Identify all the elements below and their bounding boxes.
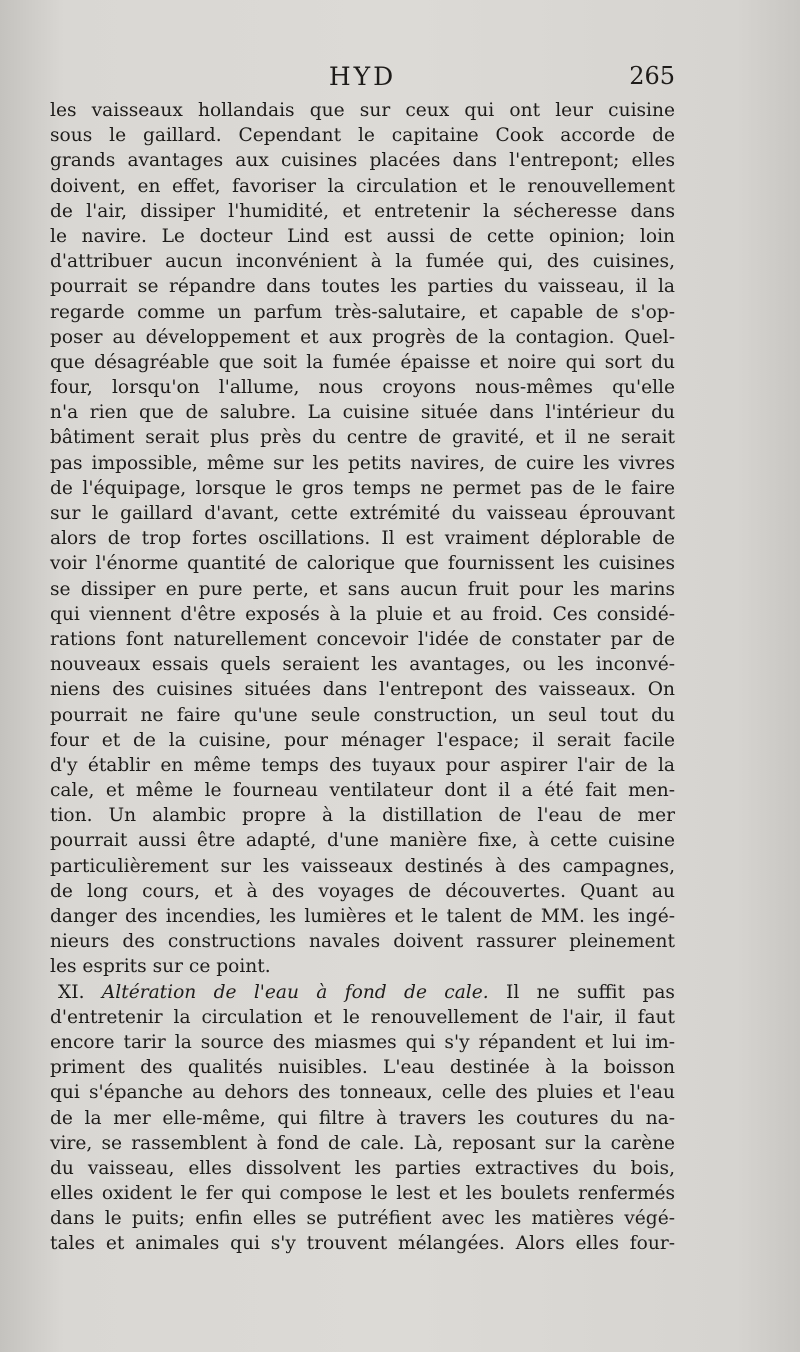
text-line: danger des incendies, les lumières et le talent de MM. les ingé- [50, 906, 675, 927]
text-line: nieurs des constructions navales doivent rassurer pleinement [50, 931, 675, 953]
text-line: sur le gaillard d'avant, cette extrémité du vaisseau éprouvant [50, 503, 675, 524]
text-line: regarde comme un parfum très-salutaire, et capable de s'op- [50, 301, 675, 323]
text-line: d'entretenir la circulation et le renouvellement de l'air, il faut [50, 1006, 675, 1028]
text-line: du vaisseau, elles dissolvent les parties extractives du bois, [50, 1157, 675, 1179]
paragraph [50, 98, 675, 980]
page-number: 265 [629, 62, 675, 90]
text-line: priment des qualités nuisibles. L'eau destinée à la boisson [50, 1057, 675, 1079]
text-line: four, lorsqu'on l'allume, nous croyons nous-mêmes qu'elle [50, 377, 675, 399]
text-line: les vaisseaux hollandais que sur ceux qui ont leur cuisine [50, 100, 675, 121]
text-line: encore tarir la source des miasmes qui s'y répandent et lui im- [50, 1031, 675, 1053]
text-line: voir l'énorme quantité de calorique que fournissent les cuisines [50, 553, 675, 575]
text-line: d'attribuer aucun inconvénient à la fumée qui, des cuisines, [50, 251, 675, 273]
text-line: bâtiment serait plus près du centre de gravité, et il ne serait [50, 427, 675, 449]
text-line: tales et animales qui s'y trouvent mélangées. Alors elles four- [50, 1233, 675, 1255]
text-line: pourrait se répandre dans toutes les parties du vaisseau, il la [50, 276, 675, 298]
text-line: le navire. Le docteur Lind est aussi de cette opinion; loin [50, 225, 675, 247]
text-line: poser au développement et aux progrès de la contagion. Quel- [50, 326, 675, 348]
text-line: de l'équipage, lorsque le gros temps ne permet pas de le faire [50, 477, 675, 499]
text-line: qui s'épanche au dehors des tonneaux, celle des pluies et l'eau [50, 1082, 675, 1104]
text-line: d'y établir en même temps des tuyaux pour aspirer l'air de la [50, 754, 675, 776]
text-line: grands avantages aux cuisines placées dans l'entrepont; elles [50, 150, 675, 172]
body-text [50, 98, 675, 1257]
text-line: n'a rien que de salubre. La cuisine située dans l'intérieur du [50, 402, 675, 424]
section-number: XI. [58, 981, 85, 1003]
text-line: se dissiper en pure perte, et sans aucun fruit pour les marins [50, 578, 675, 600]
text-line: elles oxident le fer qui compose le lest et les boulets renfermés [50, 1183, 675, 1205]
text-line: que désagréable que soit la fumée épaisse et noire qui sort du [50, 351, 675, 373]
text-line: sous le gaillard. Cependant le capitaine Cook accorde de [50, 125, 675, 147]
text-line: pourrait ne faire qu'une seule construction, un seul tout du [50, 704, 675, 726]
text-line: les esprits sur ce point. [50, 956, 271, 978]
text-line: niens des cuisines situées dans l'entrepont des vaisseaux. On [50, 679, 675, 701]
text-line: de l'air, dissiper l'humidité, et entretenir la sécheresse dans [50, 200, 675, 222]
section-first-line [50, 980, 675, 1005]
text-line: dans le puits; enfin elles se putréfient avec les matières végé- [50, 1208, 675, 1230]
text-line: doivent, en effet, favoriser la circulation et le renouvellement [50, 175, 675, 197]
text-line: de la mer elle-même, qui filtre à travers les coutures du na- [50, 1107, 675, 1129]
running-head: HYD [328, 62, 397, 91]
text-line: particulièrement sur les vaisseaux destinés à des campagnes, [50, 855, 675, 877]
page-header [50, 58, 675, 94]
text-line: nouveaux essais quels seraient les avantages, ou les inconvé- [50, 654, 675, 676]
text-line: rations font naturellement concevoir l'idée de constater par de [50, 628, 675, 650]
text-line: four et de la cuisine, pour ménager l'espace; il serait facile [50, 729, 675, 751]
text-line: vire, se rassemblent à fond de cale. Là, reposant sur la carène [50, 1132, 675, 1154]
text-line: pas impossible, même sur les petits navires, de cuire les vivres [50, 452, 675, 474]
section-title: Altération de l'eau à fond de cale. [101, 981, 489, 1003]
text-line: qui viennent d'être exposés à la pluie et au froid. Ces considé- [50, 603, 675, 625]
section-paragraph [50, 980, 675, 1257]
text-line: tion. Un alambic propre à la distillation de l'eau de mer [50, 805, 675, 827]
section-first-line-text: Il ne suffit pas [506, 981, 675, 1003]
text-line: de long cours, et à des voyages de découvertes. Quant au [50, 880, 675, 902]
text-line: cale, et même le fourneau ventilateur dont il a été fait men- [50, 780, 675, 802]
text-line: alors de trop fortes oscillations. Il est vraiment déplorable de [50, 528, 675, 550]
text-line: pourrait aussi être adapté, d'une manière fixe, à cette cuisine [50, 830, 675, 852]
